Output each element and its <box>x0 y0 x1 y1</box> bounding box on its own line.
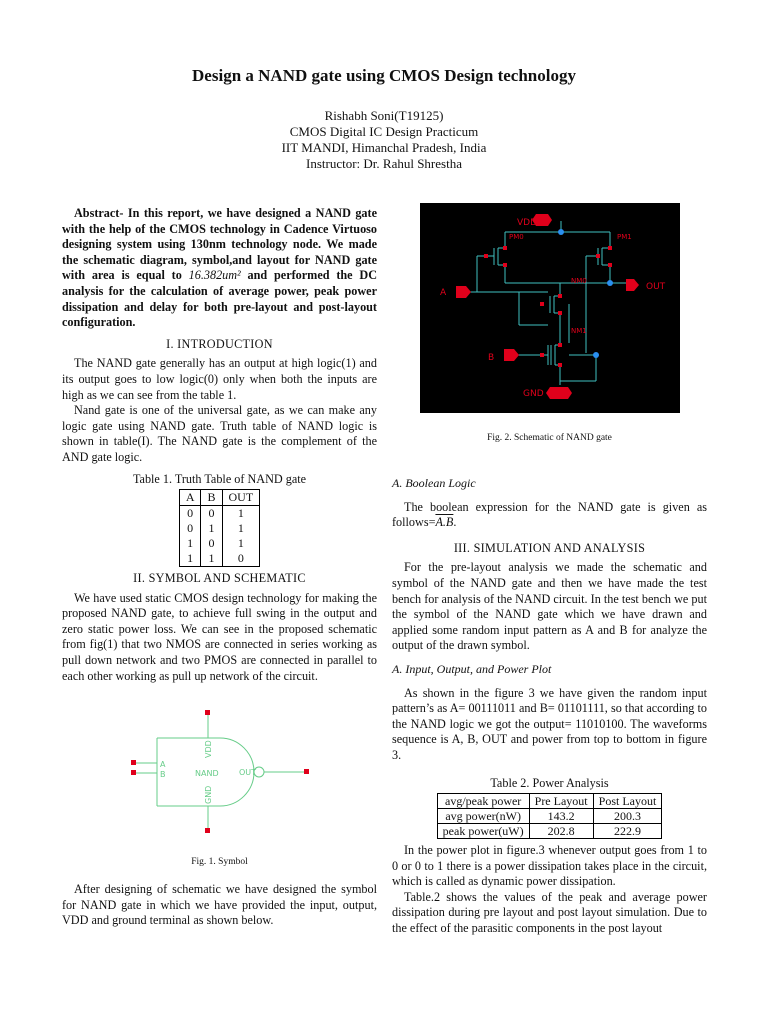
sim-heading: III. SIMULATION AND ANALYSIS <box>453 540 646 555</box>
table-row <box>179 521 259 536</box>
symbol-paragraph-1: We have used static CMOS design technology for making the proposed NAND gate, to achieve full swing in the output and zero static power loss. We can see in the proposed schematic from fig(1) that two NMOS are connected in series working as pull down network and two PMOS are connected in parallel to each other working as pull up network of the circuit. <box>62 590 377 683</box>
table-cell: 1 <box>222 506 260 522</box>
symbol-label-a: A <box>160 760 166 769</box>
table-cell: 222.9 <box>593 824 662 839</box>
schematic-label-a: A <box>440 288 447 298</box>
table-row <box>437 824 662 839</box>
sim-paragraph-3: In the power plot in figure.3 whenever output goes from 1 to 0 or 0 to 1 there is a power dissipation takes place in the circuit, which is called as dynamic power dissipation. <box>392 843 707 889</box>
nand-symbol-figure <box>120 700 330 840</box>
symbol-pin-gnd <box>205 828 210 833</box>
author-institute: IIT MANDI, Himanchal Pradesh, India <box>281 140 487 155</box>
sim-paragraph-1: For the pre-layout analysis we made the schematic and symbol of the NAND gate and then we have made the test bench for analysis of the NAND circuit. In the test bench we put the symbol of the NAND gate which we have drawn and applied some random input pattern as A and B for analyze the output of the drawn symbol. <box>392 560 707 653</box>
sim-paragraph-4: Table.2 shows the values of the peak and average power dissipation during pre layout and post layout simulation. Due to the effect of the parasitic components in the post layout <box>392 889 707 936</box>
boolean-heading: A. Boolean Logic <box>392 476 476 490</box>
table-cell: 0 <box>222 551 260 567</box>
table1-caption: Table 1. Truth Table of NAND gate <box>132 471 307 486</box>
schematic-label-gnd: GND <box>523 389 544 399</box>
symbol-heading: II. SYMBOL AND SCHEMATIC <box>133 571 306 586</box>
schematic-label-nm1: NM1 <box>571 327 587 335</box>
symbol-paragraph-2: After designing of schematic we have designed the symbol for NAND gate in which we have provided the input, output, VDD and ground terminal as shown below. <box>62 882 377 928</box>
table-cell: 0 <box>179 521 201 536</box>
schematic-label-nm0: NM0 <box>571 277 587 285</box>
table-cell: 0 <box>179 506 201 522</box>
symbol-pin-out <box>304 769 309 774</box>
vdd-junction-dot <box>558 229 564 235</box>
symbol-pin-a <box>131 760 136 765</box>
symbol-pin-vdd <box>205 710 210 715</box>
intro-paragraph-1: The NAND gate generally has an output at high logic(1) and its output goes to low logic(0) only when both the inputs are high as we can see from the table 1. <box>62 356 377 402</box>
table-cell: 143.2 <box>529 809 593 824</box>
table-cell: 0 <box>201 506 222 522</box>
plot-subheading: A. Input, Output, and Power Plot <box>392 661 552 676</box>
author-block <box>0 108 768 172</box>
schematic-label-pm1: PM1 <box>617 233 632 241</box>
abstract: Abstract- In this report, we have designed a NAND gate with the help of the CMOS technology in Cadence Virtuoso designing system using 130nm technology node. We made the schematic diagram, symbol,and layout for NAND gate with area is equal to 16.382um² and performed the DC analysis for the calculation of average power, peak power dissipation and delay for both pre-layout and post-layout configuration. <box>62 206 377 330</box>
table-row <box>179 536 259 551</box>
table-header: OUT <box>222 490 260 506</box>
symbol-pin-b <box>131 770 136 775</box>
table-header: Post Layout <box>593 794 662 809</box>
schematic-label-b: B <box>488 353 495 363</box>
left-column <box>62 206 377 684</box>
table-row <box>179 506 259 522</box>
table-cell: 1 <box>201 551 222 567</box>
table-header-row <box>437 794 662 809</box>
author-name: Rishabh Soni(T19125) <box>324 108 444 123</box>
table-cell: 1 <box>179 536 201 551</box>
table-header: avg/peak power <box>437 794 529 809</box>
table-header: B <box>201 490 222 506</box>
intro-paragraph-2: Nand gate is one of the universal gate, as we can make any logic gate using NAND gate. Truth table of NAND logic is shown in table(I). The NAND gate is the complement of the AND gate logic. <box>62 403 377 464</box>
schematic-label-pm0: PM0 <box>509 233 524 241</box>
schematic-figure <box>420 203 680 413</box>
output-junction-dot <box>607 280 613 286</box>
fig1-caption: Fig. 1. Symbol <box>191 857 248 867</box>
symbol-label-gnd: GND <box>204 785 213 804</box>
table-cell: 1 <box>222 521 260 536</box>
table-row <box>179 551 259 567</box>
table-cell: peak power(uW) <box>437 824 529 839</box>
schematic-label-out: OUT <box>646 282 666 292</box>
table-cell: 202.8 <box>529 824 593 839</box>
author-instructor: Instructor: Dr. Rahul Shrestha <box>306 156 462 171</box>
table-header: Pre Layout <box>529 794 593 809</box>
body-junction-dot <box>593 352 599 358</box>
sim-paragraph-2: As shown in the figure 3 we have given the random input pattern’s as A= 00111011 and B= 01101111, so that according to the NAND logic we got the output= 11010100. The waveforms sequence is A, B, OUT and power from top to bottom in figure 3. <box>392 685 707 762</box>
fig2-caption: Fig. 2. Schematic of NAND gate <box>487 433 612 443</box>
table-cell: 1 <box>222 536 260 551</box>
symbol-label-out: OUT <box>239 768 257 777</box>
author-course: CMOS Digital IC Design Practicum <box>289 124 479 139</box>
table2-caption: Table 2. Power Analysis <box>490 775 609 790</box>
table-cell: 1 <box>201 521 222 536</box>
abstract-area: 16.382um² <box>188 268 241 283</box>
truth-table <box>179 489 260 567</box>
table-row <box>437 809 662 824</box>
table-cell: 200.3 <box>593 809 662 824</box>
table-cell: 0 <box>201 536 222 551</box>
boolean-paragraph: The boolean expression for the NAND gate is given as follows=A.B. <box>392 499 707 530</box>
symbol-label-b: B <box>160 770 166 779</box>
boolean-expression: A.B <box>435 515 454 530</box>
symbol-label-vdd: VDD <box>204 740 213 758</box>
table-header: A <box>179 490 201 506</box>
power-table <box>437 793 663 839</box>
schematic-label-vdd: VDD <box>517 218 538 228</box>
paper-title: Design a NAND gate using CMOS Design technology <box>192 66 576 85</box>
table-cell: 1 <box>179 551 201 567</box>
left-column-bottom <box>62 882 377 929</box>
table-header-row <box>179 490 259 506</box>
symbol-label-nand: NAND <box>195 769 219 778</box>
right-column <box>392 472 707 937</box>
intro-heading: I. INTRODUCTION <box>166 336 273 351</box>
gnd-pin <box>546 387 572 399</box>
table-cell: avg power(nW) <box>437 809 529 824</box>
